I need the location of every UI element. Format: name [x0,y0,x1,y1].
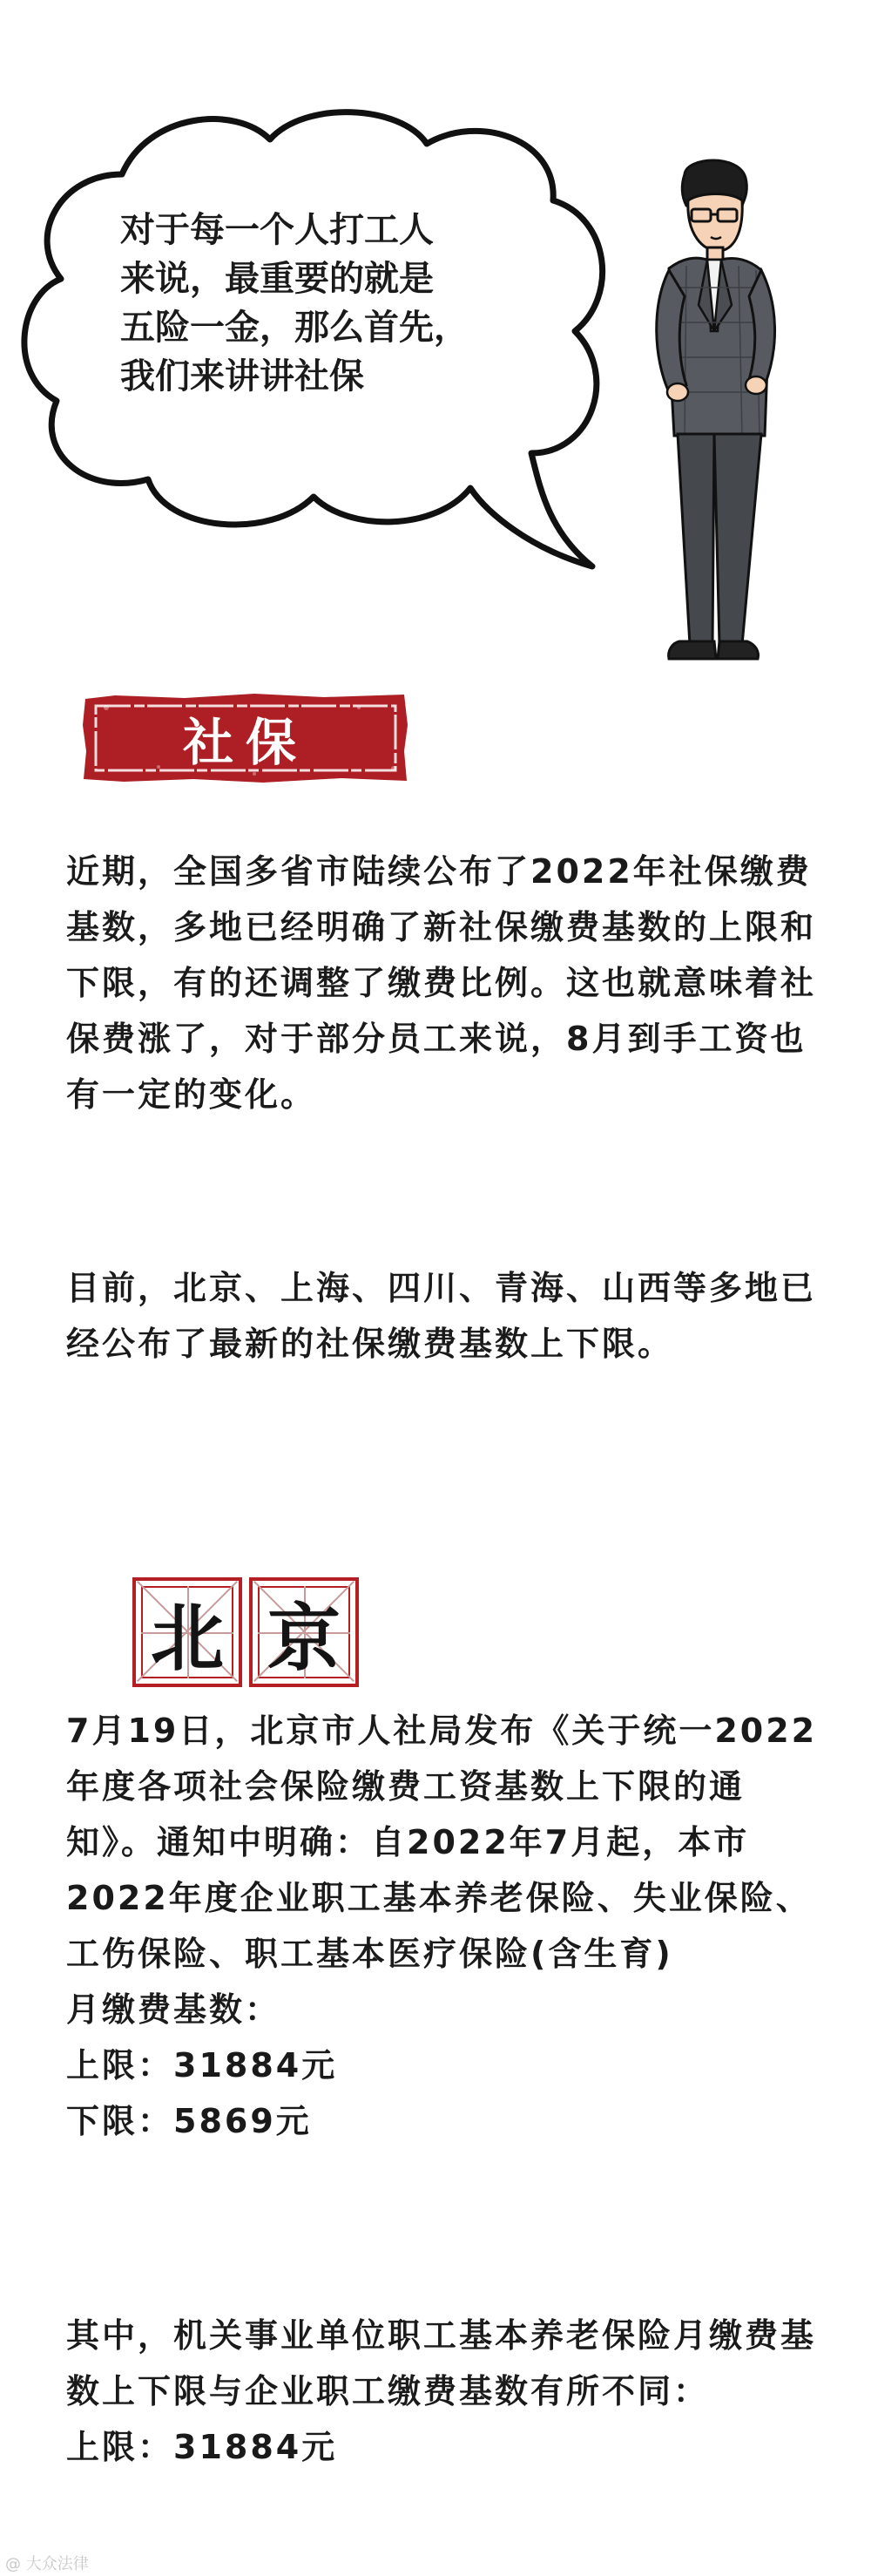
intro-paragraph: 近期，全国多省市陆续公布了2022年社保缴费基数，多地已经明确了新社保缴费基数的上限和下限，有的还调整了缴费比例。这也就意味着社保费涨了，对于部分员工来说，8月到手工资也有一定的变化。 [66,852,817,1114]
bubble-line: 我们来讲讲社保 [120,356,364,397]
bubble-line: 对于每一个人打工人 [120,210,434,250]
cities-paragraph: 目前，北京、上海、四川、青海、山西等多地已经公布了最新的社保缴费基数上下限。 [66,1269,817,1363]
section-stamp-title: 社保 [182,713,308,772]
beijing-title-char: 北 [150,1594,224,1681]
bubble-text [120,206,556,401]
beijing-title-char-box [249,1577,359,1687]
beijing-title-char-box [132,1577,242,1687]
upper-limit: 上限：31884元 [66,2046,338,2085]
upper-limit-institution: 上限：31884元 [66,2428,338,2466]
bubble-line: 五险一金，那么首先， [120,308,469,348]
institution-section [66,2308,833,2475]
beijing-title-char: 京 [267,1594,341,1681]
beijing-notice: 7月19日，北京市人社局发布《关于统一2022年度各项社会保险缴费工资基数上下限的通知》。通知中明确：自2022年7月起，本市2022年度企业职工基本养老保险、失业保险、工伤保险、职工基本医疗保险(含生育) [66,1712,818,1973]
monthly-base-label: 月缴费基数： [66,1990,281,2029]
lower-limit: 下限：5869元 [66,2102,312,2140]
businessman-illustration [634,157,791,667]
institution-note: 其中，机关事业单位职工基本养老保险月缴费基数上下限与企业职工缴费基数有所不同： [66,2316,817,2410]
beijing-section [66,1703,833,2149]
bubble-line: 来说，最重要的就是 [120,259,434,299]
watermark: @ 大众法律 [5,2555,89,2573]
